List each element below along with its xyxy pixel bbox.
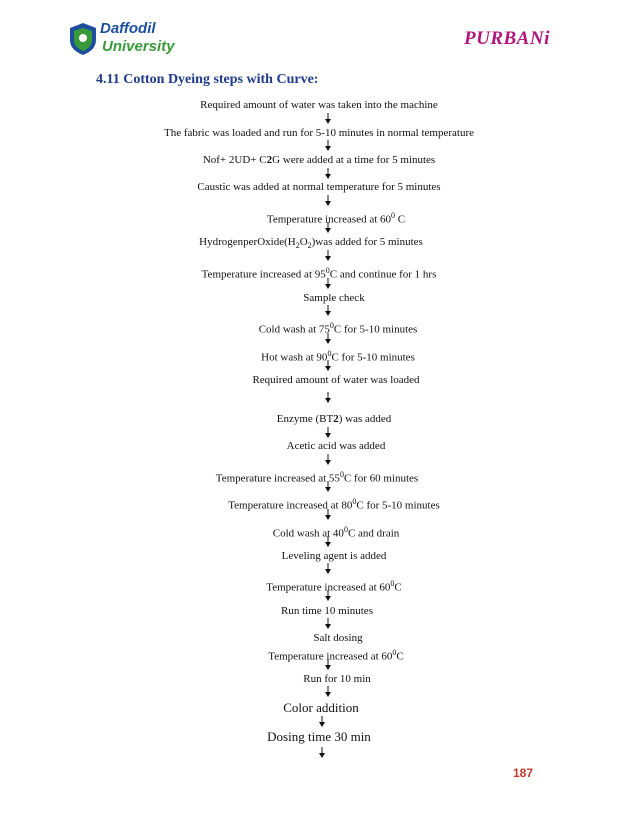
down-arrow-icon [324, 278, 332, 289]
logo-text-daffodil: Daffodil [100, 20, 156, 37]
flow-step: Cold wash at $40^0C$ and drain [272, 525, 400, 540]
down-arrow-icon [324, 305, 332, 316]
flow-step: Hot wash at $90^0C$ for 5-10 minutes [261, 349, 415, 364]
flow-step: Temperature increased at $95^0C$ and continue for 1 hrs [201, 266, 437, 281]
flow-step: Acetic acid was added [286, 440, 386, 452]
flow-step: Salt dosing [313, 632, 363, 644]
down-arrow-icon [324, 659, 332, 670]
down-arrow-icon [324, 618, 332, 629]
down-arrow-icon [324, 563, 332, 574]
flow-step: Temperature increased at $60^0C$ [268, 648, 404, 663]
down-arrow-icon [324, 168, 332, 179]
down-arrow-icon [324, 392, 332, 403]
flow-step: The fabric was loaded and run for 5-10 minutes in normal temperature [163, 127, 475, 139]
section-heading: 4.11 Cotton Dyeing steps with Curve: [96, 72, 319, 87]
university-shield-icon [68, 22, 98, 56]
daffodil-university-logo [68, 18, 178, 60]
flow-step: Enzyme (BT2) was added [276, 413, 392, 425]
page-number: 187 [513, 766, 534, 780]
down-arrow-icon [318, 716, 326, 727]
flow-step: Color addition [283, 700, 359, 715]
logo-text-university: University [102, 38, 175, 55]
flow-step: Run for 10 min [303, 673, 371, 685]
down-arrow-icon [324, 250, 332, 261]
flow-step: Sample check [303, 292, 365, 304]
down-arrow-icon [324, 427, 332, 438]
down-arrow-icon [324, 509, 332, 520]
flow-step: Temperature increased at $55^0C$ for 60 minutes [215, 470, 419, 485]
down-arrow-icon [324, 454, 332, 465]
down-arrow-icon [324, 222, 332, 233]
flow-step: Temperature increased at $80^0C$ for 5-10 minutes [228, 497, 440, 512]
down-arrow-icon [324, 360, 332, 371]
flow-step: Leveling agent is added [281, 550, 387, 562]
down-arrow-icon [324, 195, 332, 206]
down-arrow-icon [324, 140, 332, 151]
flow-step: Caustic was added at normal temperature for 5 minutes [197, 181, 441, 193]
flow-step: Nof+ 2UD+ C2G were added at a time for 5 minutes [202, 154, 436, 166]
flow-step: $HydrogenperOxide(H_2O_2)was$ added for 5 minutes [199, 236, 423, 251]
flow-step: Temperature increased at $60^0C$ [266, 579, 402, 594]
flow-step: Run time 10 minutes [281, 605, 373, 617]
down-arrow-icon [318, 747, 326, 758]
down-arrow-icon [324, 536, 332, 547]
down-arrow-icon [324, 481, 332, 492]
down-arrow-icon [324, 333, 332, 344]
purbani-logo: PURBANi [464, 28, 550, 49]
down-arrow-icon [324, 113, 332, 124]
flow-step: Dosing time 30 min [267, 729, 371, 744]
flow-step: Temperature increased at $60^0$ C [266, 211, 406, 226]
down-arrow-icon [324, 590, 332, 601]
flow-step: Required amount of water was loaded [252, 374, 420, 386]
down-arrow-icon [324, 686, 332, 697]
flow-step: Cold wash at $75^0C$ for 5-10 minutes [258, 321, 418, 336]
flow-step: Required amount of water was taken into the machine [200, 99, 438, 111]
